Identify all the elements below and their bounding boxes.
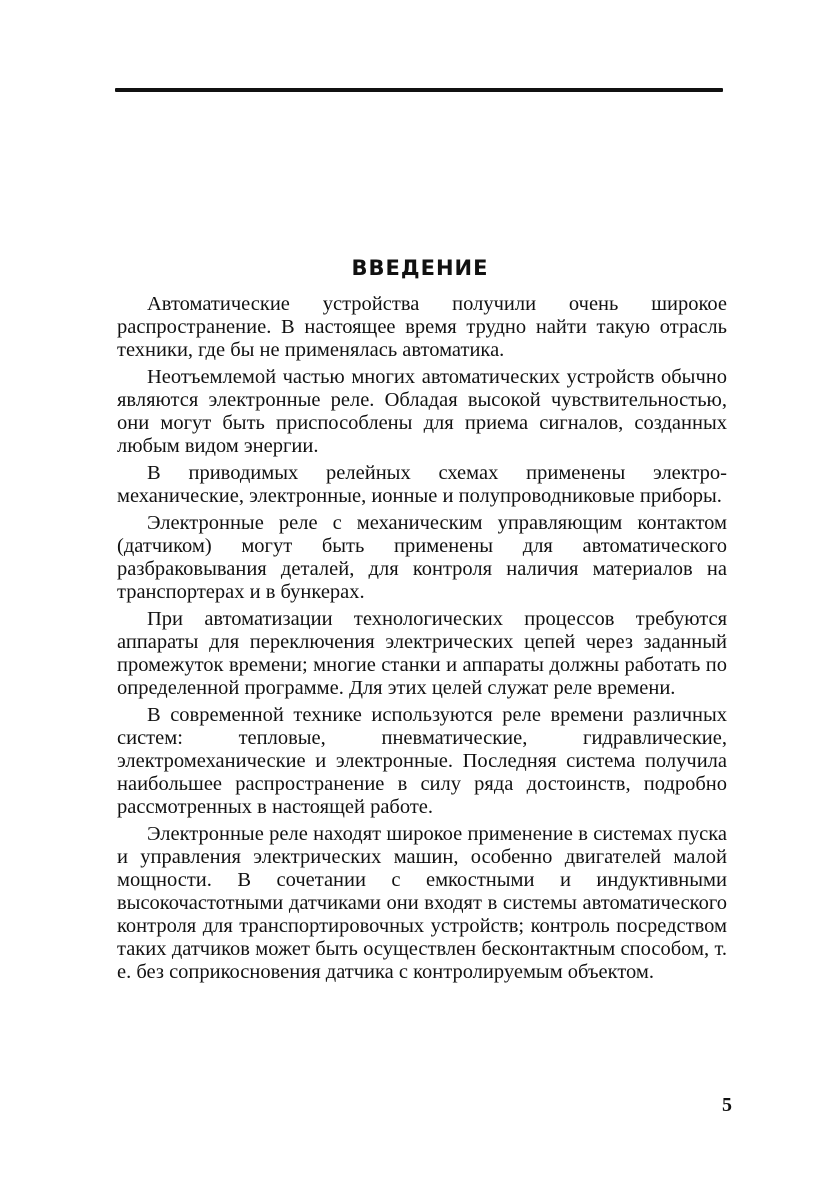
paragraph: В современной технике используются реле времени различных систем: тепловые, пневматические, гидравлические, электромеханические и электронные. Последняя система получила наибольшее распространение в силу ряда достоинств, подробно рассмотренных в настоящей работе. (117, 704, 727, 818)
paragraph: Электронные реле с механическим управляющим контактом (датчиком) могут быть применены для автоматического разбраковывания деталей, для контроля наличия материалов на транспортерах и в бункерах. (117, 512, 727, 603)
paragraph: Автоматические устройства получили очень широкое распространение. В настоящее время трудно найти такую отрасль техники, где бы не применялась автоматика. (117, 293, 727, 361)
body-text (117, 293, 727, 988)
page-number: 5 (722, 1094, 732, 1116)
top-rule (115, 88, 723, 92)
page-title: ВВЕДЕНИЕ (351, 256, 489, 280)
paragraph: В приводимых релейных схемах применены электромеханические, электронные, ионные и полупроводниковые приборы. (117, 462, 727, 507)
paragraph: Электронные реле находят широкое применение в системах пуска и управления электрических машин, особенно двигателей малой мощности. В сочетании с емкостными и индуктивными высокочастотными датчиками они входят в системы автоматического контроля для транспортировочных устройств; контроль посредством таких датчиков может быть осуществлен бесконтактным способом, т. е. без соприкосновения датчика с контролируемым объектом. (117, 823, 727, 983)
paragraph: Неотъемлемой частью многих автоматических устройств обычно являются электронные реле. Обладая высокой чувствительностью, они могут быть приспособлены для приема сигналов, созданных любым видом энергии. (117, 366, 727, 457)
paragraph: При автоматизации технологических процессов требуются аппараты для переключения электрических цепей через заданный промежуток времени; многие станки и аппараты должны работать по определенной программе. Для этих целей служат реле времени. (117, 608, 727, 699)
